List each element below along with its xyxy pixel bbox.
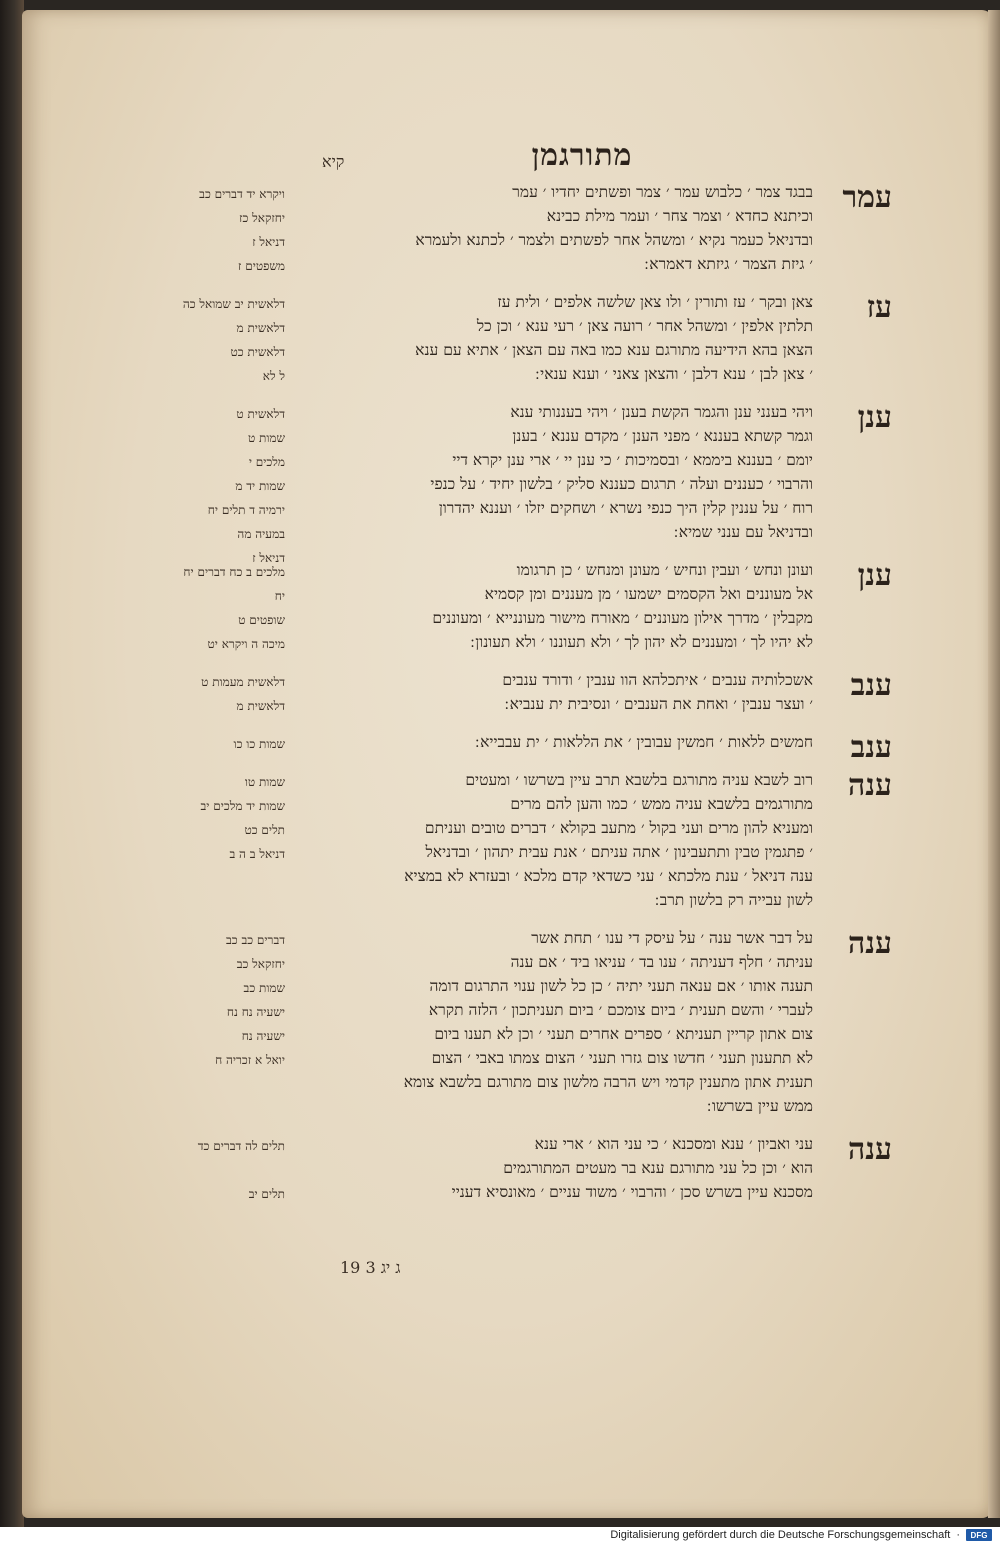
- dictionary-entry: [0, 290, 1000, 386]
- entry-line: ועונן ונחש ׳ ועבין ונחיש ׳ מעונן ומנחש ׳ כן תרגומו: [516, 561, 813, 579]
- entry-line: עני ואביון ׳ ענא ומסכנא ׳ כי עני הוא ׳ ארי ענא: [534, 1135, 813, 1153]
- entry-line: ׳ צאן לבן ׳ ענא דלבן ׳ והצאן צאני ׳ וענא ענאי ׃: [535, 365, 813, 383]
- margin-reference: ויקרא יד דברים כב: [199, 187, 285, 201]
- entry-headword: ענן: [857, 400, 892, 435]
- entry-line: ממש עיין בשרשו ׃: [707, 1097, 813, 1115]
- margin-reference: דניאל ז: [252, 235, 285, 249]
- margin-reference: ל לא: [262, 369, 285, 383]
- entry-line: צאן ובקר ׳ עז ותורין ׳ ולו צאן שלשה אלפים ׳ ולית עז: [497, 293, 813, 311]
- entry-line: והרבוי ׳ כעננים ועלה ׳ תרגום כעננא סליק ׳ בלשון יחיד ׳ על כנפי: [430, 475, 813, 493]
- entry-headword: עמר: [842, 180, 892, 215]
- margin-reference: שמות כו כו: [233, 737, 285, 751]
- entry-headword: ענה: [848, 1132, 892, 1167]
- entry-text: [288, 1132, 813, 1204]
- margin-reference: ירמיה ד תלים יח: [207, 503, 285, 517]
- entry-line: לשון עבייה רק בלשון תרב ׃: [654, 891, 813, 909]
- dictionary-entry: [0, 668, 1000, 716]
- entry-line: ובדניאל כעמר נקיא ׳ ומשהל אחר לפשתים ולצמר ׳ לכתנא ולעמרא: [415, 231, 813, 249]
- dictionary-entry: [0, 180, 1000, 276]
- entry-text: [288, 730, 813, 754]
- margin-reference: ישעיה נח: [241, 1029, 285, 1043]
- entry-text: [288, 668, 813, 716]
- margin-reference: דלאשית מעמות ט: [201, 675, 285, 689]
- entry-line: ׳ גיזת הצמר ׳ גיזתא דאמרא ׃: [644, 255, 813, 273]
- margin-reference: יח: [274, 589, 285, 603]
- entry-line: צום אתון קריין תעניתא ׳ ספרים אחרים תעני ׳ וכן לא תענו ביום: [434, 1025, 813, 1043]
- dictionary-entry: [0, 558, 1000, 654]
- margin-reference: שמות טו: [244, 775, 285, 789]
- entry-line: מקבלין ׳ מדרך אילון מעוננים ׳ מאורח מישור מעוננייא ׳ ומעוננים: [432, 609, 813, 627]
- entry-text: [288, 290, 813, 386]
- page-header: [300, 138, 680, 178]
- margin-references: [155, 732, 285, 756]
- entry-line: על דבר אשר ענה ׳ על עיסק די ענו ׳ תחת אשר: [531, 929, 813, 947]
- running-title: מתורגמן: [531, 138, 633, 173]
- margin-reference: דניאל ב ה ב: [229, 847, 285, 861]
- entry-line: אשכלותיה ענבים ׳ איתכלהא הוו ענבין ׳ ודורד ענבים: [502, 671, 813, 689]
- margin-reference: תלים יב: [248, 1187, 285, 1201]
- margin-reference: יחזקאל כב: [236, 957, 285, 971]
- margin-references: [155, 292, 285, 388]
- margin-references: [155, 402, 285, 570]
- entry-line: תלתין אלפין ׳ ומשהל אחר ׳ רועה צאן ׳ רעי ענא ׳ וכן כל: [476, 317, 813, 335]
- entry-line: הוא ׳ וכן כל עני מתורגם ענא בר מעטים המתורגמים: [503, 1159, 813, 1177]
- margin-references: [155, 670, 285, 718]
- dfg-logo-icon: DFG: [966, 1529, 992, 1541]
- margin-reference: מלכים י: [248, 455, 285, 469]
- dictionary-entry: [0, 400, 1000, 565]
- margin-reference: יואל א זכריה ח: [215, 1053, 285, 1067]
- entry-headword: ענב: [850, 668, 892, 703]
- margin-reference: דברים כב כב: [225, 933, 285, 947]
- margin-reference: דלאשית מ: [236, 699, 285, 713]
- margin-reference: במעיה מה: [237, 527, 285, 541]
- entry-text: [288, 926, 813, 1118]
- entry-headword: ענב: [850, 730, 892, 765]
- margin-reference: שמות יד מלכים יב: [200, 799, 285, 813]
- entry-line: רוב לשבא עניה מתורגם בלשבא תרב עיין בשרשו ׳ ומעטים: [465, 771, 813, 789]
- entry-line: אל מעוננים ואל הקסמים ישמעו ׳ מן מעננים ומן קסמיא: [484, 585, 813, 603]
- digitization-footer: Digitalisierung gefördert durch die Deutsche Forschungsgemeinschaft · DFG: [610, 1527, 992, 1543]
- entry-line: חמשים ללאות ׳ חמשין עבובין ׳ את הללאות ׳ ית עבבייא ׃: [475, 733, 813, 751]
- entry-line: לא תתענון תעני ׳ חדשו צום גזרו תעני ׳ הצום צמתו באבי ׳ הצום: [431, 1049, 813, 1067]
- entry-line: ומעניא להון מרים ועני בקול ׳ מתעב בקולא ׳ דברים טובים ועניתם: [424, 819, 813, 837]
- margin-reference: יחזקאל כז: [239, 211, 285, 225]
- dictionary-entry: [0, 1132, 1000, 1204]
- entry-line: ׳ פתגמין טבין ותתעבינון ׳ אתה עניתם ׳ אנת עבית יתהון ׳ ובדניאל: [425, 843, 813, 861]
- entry-line: ויהי בענני ענן והגמר הקשת בענן ׳ ויהי בעננותי ענא: [510, 403, 813, 421]
- margin-reference: שופטים ט: [238, 613, 285, 627]
- margin-reference: משפטים ז: [238, 259, 285, 273]
- margin-reference: דלאשית כט: [230, 345, 285, 359]
- margin-references: [155, 560, 285, 656]
- margin-reference: תלים כט: [244, 823, 285, 837]
- margin-reference: שמות כב: [243, 981, 285, 995]
- margin-references: [155, 1134, 285, 1206]
- margin-references: [155, 928, 285, 1072]
- entry-line: ענה דניאל ׳ ענת מלכתא ׳ עני כשדאי קדם מלכא ׳ ובעזרא לא במציא: [404, 867, 813, 885]
- entry-line: תענית אתון מתענין קדמי ויש הרבה מלשון צום מתורגם בלשבא צומא: [403, 1073, 813, 1091]
- margin-reference: דלאשית ט: [236, 407, 285, 421]
- entry-text: [288, 400, 813, 544]
- margin-reference: שמות ט: [247, 431, 285, 445]
- margin-reference: שמות יד מ: [235, 479, 285, 493]
- entry-line: רוח ׳ על עננין קלין היך כנפי נשרא ׳ ושחקים יזלו ׳ ועננא יהדרון: [438, 499, 813, 517]
- entry-line: מסכנא עיין בשרש סכן ׳ והרבוי ׳ משוד עניים ׳ מאונסיא דעניי: [451, 1183, 813, 1201]
- entry-text: [288, 558, 813, 654]
- entry-headword: ענה: [848, 768, 892, 803]
- margin-reference: מלכים ב כח דברים יח: [183, 565, 285, 579]
- entry-line: ובדניאל עם ענני שמיא ׃: [673, 523, 813, 541]
- margin-reference: מיכה ה ויקרא יט: [207, 637, 285, 651]
- margin-references: [155, 182, 285, 278]
- margin-reference: ישעיה נח נח: [226, 1005, 285, 1019]
- entry-line: וגמר קשתא בעננא ׳ מפני הענן ׳ מקדם עננא ׳ בענן: [512, 427, 813, 445]
- entry-line: עניתה ׳ חלף דעניתה ׳ ענו בד ׳ עניאו ביד ׳ אם ענה: [510, 953, 813, 971]
- entry-line: בבגד צמר ׳ כלבוש עמר ׳ צמר ופשתים יחדיו ׳ עמר: [512, 183, 813, 201]
- margin-reference: תלים לה דברים כד: [197, 1139, 285, 1153]
- entry-line: תענה אותו ׳ אם ענאה תעני יתיה ׳ כן כל לשון ענוי התרגום דומה: [429, 977, 813, 995]
- margin-reference: דניאל ז: [252, 551, 285, 565]
- dictionary-entries: [0, 180, 1000, 1218]
- entry-line: ׳ ועצר ענבין ׳ ואחת את הענבים ׳ ונסיבית ית ענביא ׃: [504, 695, 813, 713]
- catchword: ג יג 3 19: [340, 1258, 401, 1277]
- entry-headword: ענן: [857, 558, 892, 593]
- margin-reference: דלאשית יב שמואל כה: [182, 297, 285, 311]
- entry-line: מתורגמים בלשבא עניה ממש ׳ כמו והען להם מרים: [510, 795, 813, 813]
- dictionary-entry: [0, 926, 1000, 1118]
- dictionary-entry: [0, 768, 1000, 912]
- folio-number: קיא: [322, 152, 345, 171]
- entry-line: לא יהיו לך ׳ ומעננים לא יהון לך ׳ ולא תעוננו ׳ ולא תעונון ׃: [470, 633, 813, 651]
- entry-text: [288, 768, 813, 912]
- dictionary-entry: [0, 730, 1000, 765]
- entry-line: וכיתנא כחדא ׳ וצמר צחר ׳ ועמר מילת כבינא: [546, 207, 813, 225]
- entry-line: לעברי ׳ והשם תענית ׳ ביום צומכם ׳ ביום תעניתכון ׳ הלזה תקרא: [428, 1001, 813, 1019]
- entry-headword: עז: [866, 290, 892, 325]
- margin-reference: [155, 1158, 285, 1182]
- entry-line: הצאן בהא הידיעה מתורגם ענא כמו באה עם הצאן ׳ אתיא עם ענא: [415, 341, 813, 359]
- entry-line: יומם ׳ בעננא ביממא ׳ ובסמיכות ׳ כי ענן יי ׳ ארי ענן יקרא דיי: [452, 451, 813, 469]
- margin-reference: דלאשית מ: [236, 321, 285, 335]
- margin-references: [155, 770, 285, 866]
- footer-credit: Digitalisierung gefördert durch die Deutsche Forschungsgemeinschaft: [610, 1529, 951, 1541]
- entry-text: [288, 180, 813, 276]
- entry-headword: ענה: [848, 926, 892, 961]
